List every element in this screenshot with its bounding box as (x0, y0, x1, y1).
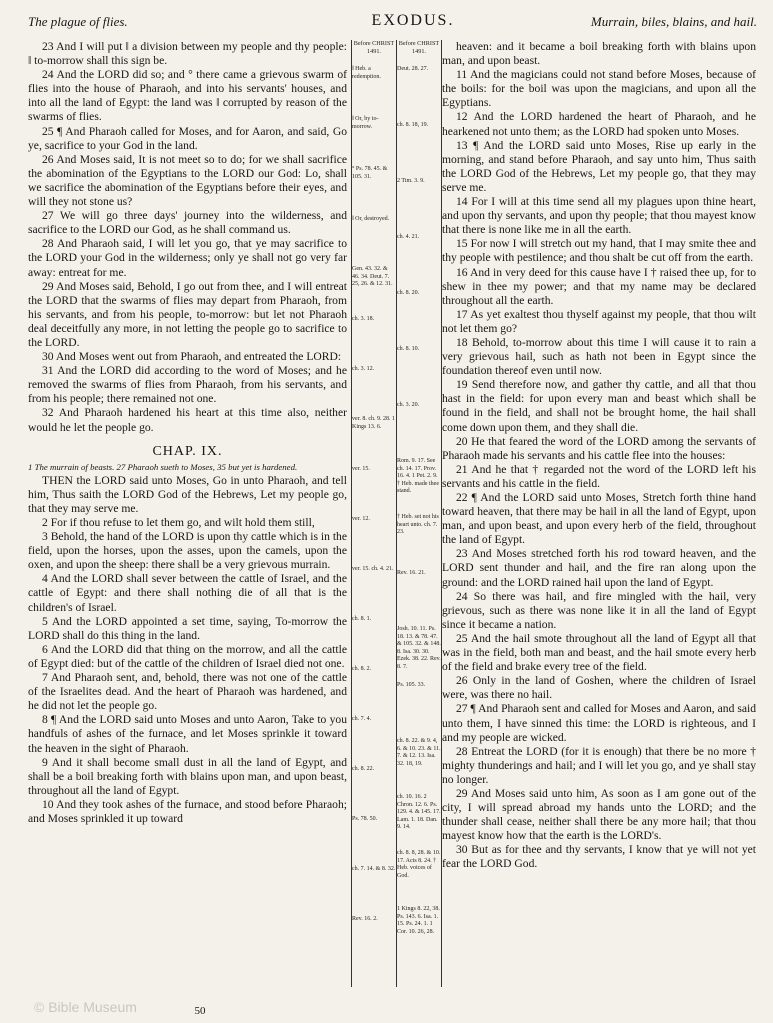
margin-reference: ‖ Heb. a redemption. (352, 66, 381, 80)
verse: 21 And he that † regarded not the word of the LORD left his servants and his cattle in the field. (442, 462, 756, 490)
chapter-summary: 1 The murrain of beasts. 27 Pharaoh sueth to Moses, 35 but yet is hardened. (28, 461, 298, 472)
margin-reference: Rev. 16. 2. (352, 916, 378, 922)
chapter-title: CHAP. IX. (152, 443, 223, 459)
book-title: EXODUS. (371, 12, 455, 29)
watermark: © Bible Museum (34, 999, 137, 1015)
verse: 32 And Pharaoh hardened his heart at this time also, neither would he let the people go. (28, 406, 347, 434)
margin-reference: † Heb. set not his heart unto. ch. 7. 23. (397, 514, 439, 535)
verse: 8 ¶ And the LORD said unto Moses and unto Aaron, Take to you handfuls of ashes of the furnace, and let Moses sprinkle it toward the heaven in the sight of Pharaoh. (28, 713, 347, 755)
margin-reference: Ps. 105. 33. (397, 682, 426, 688)
margin-reference: ch. 8. 8, 28. & 10. 17. Acts 8. 24. † Heb. voices of God. (397, 850, 441, 879)
verse: 23 And I will put ‖ a division between my people and thy people: ‖ to-morrow shall this sign be. (28, 40, 347, 68)
margin-reference: ch. 8. 22. & 9. 4, 6. & 10. 23. & 11. 7. & 12. 13. Isa. 32. 18, 19. (397, 738, 441, 767)
verse: heaven: and it became a boil breaking forth with blains upon man, and upon beast. (442, 40, 756, 68)
margin-reference: Josh. 10. 11. Ps. 18. 13. & 78. 47. & 105. 32. & 148. 8. Isa. 30. 30. Ezek. 38. 22. Rev. 8. 7. (397, 626, 441, 670)
margin-reference: Deut. 28. 27. (397, 66, 429, 72)
verse: 17 As yet exaltest thou thyself against my people, that thou wilt not let them go? (442, 307, 756, 335)
verse: 29 And Moses said, Behold, I go out from thee, and I will entreat the LORD that the swarms of flies may depart from Pharaoh, from his servants, and from his people, to-morrow: but let not Pharaoh deal deceitfully any more, in not letting the people go to sacrifice to the LORD. (28, 279, 347, 349)
verse: 26 And Moses said, It is not meet so to do; for we shall sacrifice the abomination of the Egyptians to the LORD our God: Lo, shall we sacrifice the abomination of the Egyptians before their eyes, and will they not stone us? (28, 152, 347, 209)
verse: THEN the LORD said unto Moses, Go in unto Pharaoh, and tell him, Thus saith the LORD God of the Hebrews, Let my people go, that they may serve me. (28, 473, 347, 515)
margin-reference: Rom. 9. 17. See ch. 14. 17. Prov. 16. 4. 1 Pet. 2. 9. † Heb. made thee stand. (397, 458, 439, 494)
margin-reference: ° Ps. 78. 45. & 105. 31. (352, 166, 388, 180)
margin-reference: 1 Kings 8. 22, 38. Ps. 143. 6. Isa. 1. 15. Ps. 24. 1. 1 Cor. 10. 26, 28. (397, 906, 440, 935)
verse: 2 For if thou refuse to let them go, and wilt hold them still, (42, 516, 315, 529)
margin-reference: ch. 7. 14. & 8. 32. (352, 866, 396, 872)
margin-reference: ch. 4. 21. (397, 234, 420, 240)
margin-reference: Gen. 43. 32. & 46. 34. Deut. 7. 25, 26. & 12. 31. (352, 266, 393, 287)
margin-reference: ch. 8. 10. (397, 346, 420, 352)
verse: 24 And the LORD did so; and ° there came a grievous swarm of flies into the house of Pharaoh, and into his servants' houses, and into all the land of Egypt: the land was ‖ corrupted by reason of the swarms of flies. (28, 68, 347, 124)
margin-reference: ch. 8. 22. (352, 766, 375, 772)
verse: 22 ¶ And the LORD said unto Moses, Stretch forth thine hand toward heaven, that there may be hail in all the land of Egypt, upon man, and upon beast, and upon every herb of the field, throughout the land of Egypt. (442, 491, 756, 547)
verse: 25 ¶ And Pharaoh called for Moses, and for Aaron, and said, Go ye, sacrifice to your God in the land. (28, 124, 347, 152)
margin-reference: ver. 12. (352, 516, 370, 522)
verse: 30 And Moses went out from Pharaoh, and entreated the LORD: (42, 350, 342, 364)
header-right: Murrain, biles, blains, and hail. (590, 14, 757, 29)
verse: 27 We will go three days' journey into the wilderness, and sacrifice to the LORD our God, as he shall command us. (28, 209, 347, 237)
verse: 25 And the hail smote throughout all the land of Egypt all that was in the field, both man and beast, and the hail smote every herb of the field and brake every tree of the field. (442, 631, 756, 674)
margin-reference: Rev. 16. 21. (397, 570, 426, 576)
margin-reference: ch. 10. 16. 2 Chron. 12. 6. Ps. 129. 4. & 145. 17. Lam. 1. 18. Dan. 9. 14. (397, 794, 441, 830)
verse: 12 And the LORD hardened the heart of Pharaoh, and he hearkened not unto them; as the LORD had spoken unto Moses. (442, 110, 756, 138)
verse: 14 For I will at this time send all my plagues upon thine heart, and upon thy servants, and upon thy people; that thou mayest know that there is none like me in all the earth. (442, 195, 756, 237)
margin-reference: ver. 15. (352, 466, 370, 472)
verse: 18 Behold, to-morrow about this time I will cause it to rain a very grievous hail, such as hath not been in Egypt since the foundation thereof even until now. (442, 335, 756, 378)
margin-reference: Ps. 78. 50. (352, 816, 378, 822)
margin-reference: ch. 7. 4. (352, 716, 372, 722)
verse: 29 And Moses said unto him, As soon as I am gone out of the city, I will spread abroad my hands unto the LORD; and the thunder shall cease, neither shall there be any more hail; that thou mayest know how that the earth is the LORD's. (442, 786, 756, 843)
verse: 11 And the magicians could not stand before Moses, because of the boils: for the boil was upon the magicians, and upon all the Egyptians. (442, 68, 756, 110)
verse: 31 And the LORD did according to the word of Moses; and he removed the swarms of flies from Pharaoh, from his servants, and from his people; there remained not one. (28, 364, 347, 406)
verse: 27 ¶ And Pharaoh sent and called for Moses and Aaron, and said unto them, I have sinned this time: the LORD is righteous, and I and my people are wicked. (442, 702, 756, 744)
running-header (28, 12, 757, 34)
right-column (442, 40, 756, 872)
header-left: The plague of flies. (28, 14, 128, 29)
margin-references-1 (352, 40, 396, 983)
margin-references-2 (397, 40, 441, 983)
margin-reference: ‖ Or, by to-morrow. (352, 116, 379, 130)
verse: 6 And the LORD did that thing on the morrow, and all the cattle of Egypt died: but of the cattle of the children of Israel died not one. (28, 642, 347, 670)
margin-reference: ch. 8. 1. (352, 616, 372, 622)
page-number: 50 (194, 1005, 206, 1017)
margin-reference: ch. 3. 12. (352, 366, 375, 372)
verse: 26 Only in the land of Goshen, where the children of Israel were, was there no hail. (442, 674, 756, 702)
margin-reference: ch. 8. 20. (397, 290, 420, 296)
margin-reference: ch. 3. 20. (397, 402, 420, 408)
verse: 9 And it shall become small dust in all the land of Egypt, and shall be a boil breaking forth with blains upon man, and upon beast, throughout all the land of Egypt. (28, 755, 347, 797)
margin-reference: ver. 8. ch. 9. 28. 1 Kings 13. 6. (352, 416, 395, 430)
margin-reference: ch. 8. 2. (352, 666, 372, 672)
verse: 24 So there was hail, and fire mingled with the hail, very grievous, such as there was none like it in all the land of Egypt since it became a nation. (442, 589, 756, 631)
verse: 28 And Pharaoh said, I will let you go, that ye may sacrifice to the LORD your God in the wilderness; only ye shall not go very far away: entreat for me. (28, 237, 347, 279)
margin-reference: ch. 8. 18, 19. (397, 122, 429, 128)
verse: 15 For now I will stretch out my hand, that I may smite thee and thy people with pestilence; and thou shalt be cut off from the earth. (442, 237, 756, 265)
verse: 28 Entreat the LORD (for it is enough) that there be no more † mighty thunderings and hail; and I will let you go, and ye shall stay no longer. (442, 744, 756, 786)
left-column (28, 40, 347, 826)
margin-head-2: Before CHRIST 1491. (398, 40, 440, 55)
verse: 5 And the LORD appointed a set time, saying, To-morrow the LORD shall do this thing in the land. (28, 614, 347, 642)
margin-reference: ver. 15. ch. 4. 21. (352, 566, 394, 572)
verse: 20 He that feared the word of the LORD among the servants of Pharaoh made his servants and his cattle flee into the houses: (442, 434, 756, 462)
verse: 4 And the LORD shall sever between the cattle of Israel, and the cattle of Egypt: and there shall nothing die of all that is the children's of Israel. (28, 572, 347, 614)
verse: 10 And they took ashes of the furnace, and stood before Pharaoh; and Moses sprinkled it up toward (28, 797, 347, 825)
verse: 13 ¶ And the LORD said unto Moses, Rise up early in the morning, and stand before Pharaoh, and say unto him, Thus saith the LORD God of the Hebrews, Let my people go, that they may serve me. (442, 138, 756, 194)
verse: 7 And Pharaoh sent, and, behold, there was not one of the cattle of the Israelites dead. And the heart of Pharaoh was hardened, and he did not let the people go. (28, 671, 347, 713)
verse: 19 Send therefore now, and gather thy cattle, and all that thou hast in the field: for upon every man and beast which shall be found in the field, and shall not be brought home, the hail shall come down upon them, and they shall die. (442, 378, 756, 434)
margin-reference: 2 Tim. 3. 9. (397, 178, 425, 184)
verse: 16 And in very deed for this cause have I † raised thee up, for to shew in thee my power; and that my name may be declared throughout all the earth. (442, 265, 756, 307)
verse: 30 But as for thee and thy servants, I know that ye will not yet fear the LORD God. (442, 843, 756, 871)
verse: 3 Behold, the hand of the LORD is upon thy cattle which is in the field, upon the horses, upon the asses, upon the camels, upon the oxen, and upon the sheep: there shall be a very grievous murrain. (28, 530, 347, 572)
margin-reference: ch. 3. 18. (352, 316, 375, 322)
verse: 23 And Moses stretched forth his rod toward heaven, and the LORD sent thunder and hail, and the fire ran along upon the ground: and the LORD rained hail upon the land of Egypt. (442, 547, 756, 589)
margin-head-1: Before CHRIST 1491. (353, 40, 395, 55)
margin-reference: ‖ Or, destroyed. (352, 216, 390, 222)
